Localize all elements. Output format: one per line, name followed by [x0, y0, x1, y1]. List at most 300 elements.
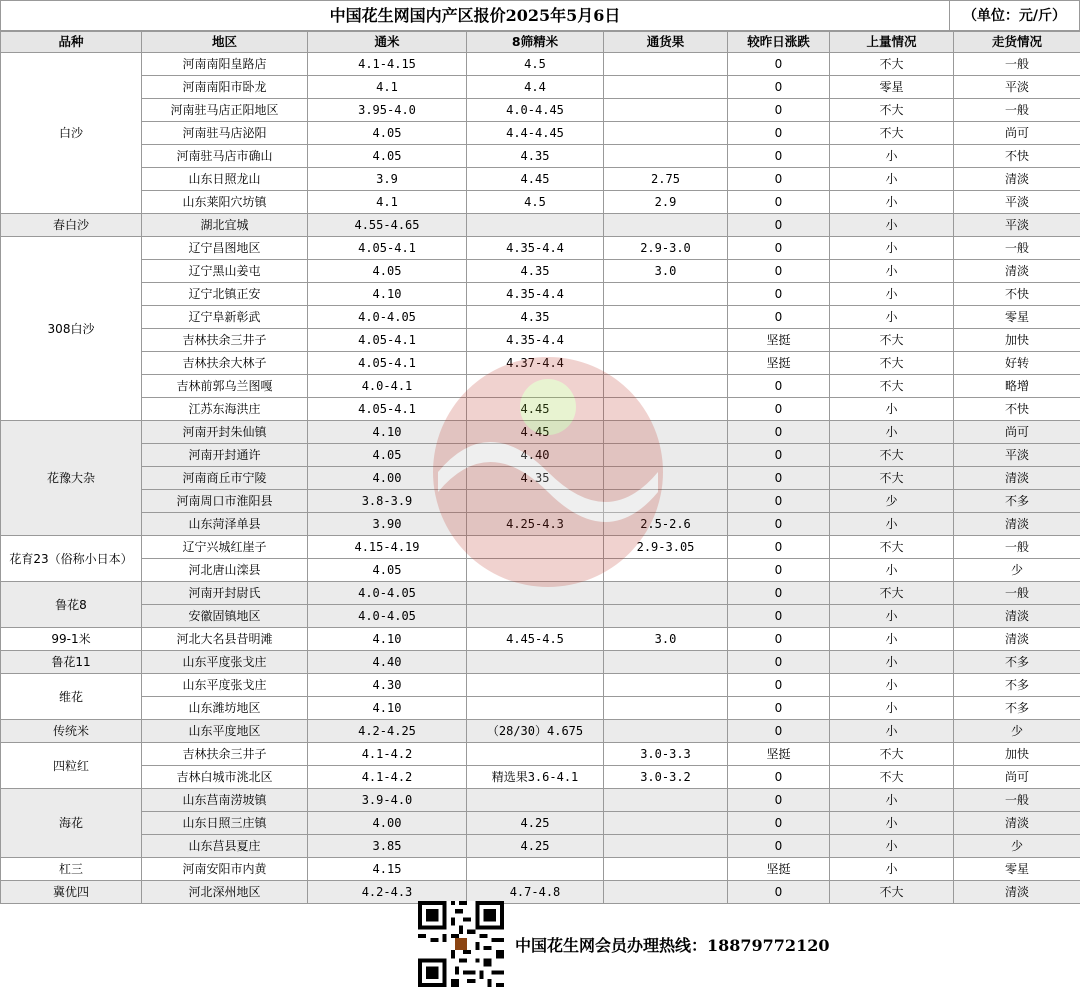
tongmi-cell: 4.00 — [308, 467, 467, 490]
tongmi-cell: 3.90 — [308, 513, 467, 536]
sieve8-cell: 4.35 — [467, 467, 604, 490]
sieve8-cell — [467, 605, 604, 628]
tongmi-cell: 4.1 — [308, 191, 467, 214]
region-cell: 吉林白城市洮北区 — [142, 766, 308, 789]
region-cell: 江苏东海洪庄 — [142, 398, 308, 421]
supply-cell: 不大 — [830, 444, 954, 467]
table-row — [1, 329, 1080, 352]
sieve8-cell: 4.35-4.4 — [467, 237, 604, 260]
header-region: 地区 — [142, 32, 308, 53]
change-cell: 0 — [728, 881, 830, 904]
sieve8-cell — [467, 582, 604, 605]
tongmi-cell: 4.1-4.2 — [308, 766, 467, 789]
tongmi-cell: 4.2-4.25 — [308, 720, 467, 743]
change-cell: 0 — [728, 605, 830, 628]
region-cell: 安徽固镇地区 — [142, 605, 308, 628]
sales-cell: 一般 — [954, 536, 1080, 559]
supply-cell: 小 — [830, 513, 954, 536]
sieve8-cell: 4.4-4.45 — [467, 122, 604, 145]
table-row — [1, 789, 1080, 812]
tonghuoguo-cell — [604, 490, 728, 513]
supply-cell: 不大 — [830, 99, 954, 122]
supply-cell: 小 — [830, 789, 954, 812]
sales-cell: 尚可 — [954, 766, 1080, 789]
sieve8-cell — [467, 743, 604, 766]
sales-cell: 不快 — [954, 145, 1080, 168]
table-row — [1, 352, 1080, 375]
variety-cell: 308白沙 — [1, 237, 142, 421]
tongmi-cell: 4.0-4.1 — [308, 375, 467, 398]
table-row — [1, 467, 1080, 490]
sieve8-cell — [467, 697, 604, 720]
variety-cell: 冀优四 — [1, 881, 142, 904]
tongmi-cell: 4.05-4.1 — [308, 398, 467, 421]
tonghuoguo-cell: 3.0 — [604, 628, 728, 651]
tonghuoguo-cell — [604, 582, 728, 605]
tonghuoguo-cell — [604, 398, 728, 421]
sieve8-cell: 4.35-4.4 — [467, 283, 604, 306]
table-row — [1, 812, 1080, 835]
tonghuoguo-cell — [604, 306, 728, 329]
sieve8-cell: 4.35-4.4 — [467, 329, 604, 352]
sales-cell: 不多 — [954, 490, 1080, 513]
change-cell: 0 — [728, 720, 830, 743]
table-row — [1, 766, 1080, 789]
change-cell: 坚挺 — [728, 858, 830, 881]
tonghuoguo-cell — [604, 559, 728, 582]
tonghuoguo-cell — [604, 444, 728, 467]
region-cell: 辽宁昌图地区 — [142, 237, 308, 260]
sales-cell: 好转 — [954, 352, 1080, 375]
tonghuoguo-cell — [604, 122, 728, 145]
tonghuoguo-cell: 2.5-2.6 — [604, 513, 728, 536]
supply-cell: 小 — [830, 858, 954, 881]
region-cell: 山东潍坊地区 — [142, 697, 308, 720]
change-cell: 0 — [728, 398, 830, 421]
footer — [0, 900, 1080, 988]
variety-cell: 传统米 — [1, 720, 142, 743]
sales-cell: 少 — [954, 559, 1080, 582]
change-cell: 0 — [728, 697, 830, 720]
sieve8-cell: 4.5 — [467, 53, 604, 76]
tonghuoguo-cell: 3.0-3.3 — [604, 743, 728, 766]
sales-cell: 平淡 — [954, 76, 1080, 99]
sales-cell: 一般 — [954, 237, 1080, 260]
tongmi-cell: 3.9 — [308, 168, 467, 191]
region-cell: 河南开封朱仙镇 — [142, 421, 308, 444]
supply-cell: 小 — [830, 168, 954, 191]
tonghuoguo-cell — [604, 352, 728, 375]
change-cell: 0 — [728, 76, 830, 99]
table-row — [1, 237, 1080, 260]
sales-cell: 清淡 — [954, 628, 1080, 651]
supply-cell: 小 — [830, 283, 954, 306]
change-cell: 0 — [728, 628, 830, 651]
title-bar — [0, 0, 1080, 31]
tongmi-cell: 4.0-4.05 — [308, 605, 467, 628]
tongmi-cell: 4.2-4.3 — [308, 881, 467, 904]
sales-cell: 零星 — [954, 306, 1080, 329]
change-cell: 0 — [728, 812, 830, 835]
supply-cell: 小 — [830, 191, 954, 214]
supply-cell: 不大 — [830, 122, 954, 145]
sieve8-cell — [467, 375, 604, 398]
tongmi-cell: 4.10 — [308, 283, 467, 306]
tonghuoguo-cell — [604, 789, 728, 812]
region-cell: 辽宁兴城红崖子 — [142, 536, 308, 559]
region-cell: 吉林扶余三井子 — [142, 329, 308, 352]
region-cell: 河南安阳市内黄 — [142, 858, 308, 881]
table-row — [1, 559, 1080, 582]
supply-cell: 小 — [830, 628, 954, 651]
tongmi-cell: 4.05 — [308, 260, 467, 283]
sieve8-cell — [467, 214, 604, 237]
tonghuoguo-cell: 2.9 — [604, 191, 728, 214]
change-cell: 0 — [728, 237, 830, 260]
supply-cell: 小 — [830, 398, 954, 421]
sales-cell: 清淡 — [954, 513, 1080, 536]
tonghuoguo-cell — [604, 375, 728, 398]
tonghuoguo-cell: 2.9-3.0 — [604, 237, 728, 260]
supply-cell: 小 — [830, 674, 954, 697]
region-cell: 河南开封通许 — [142, 444, 308, 467]
supply-cell: 小 — [830, 237, 954, 260]
change-cell: 0 — [728, 674, 830, 697]
header-change: 较昨日涨跌 — [728, 32, 830, 53]
table-body — [1, 53, 1080, 904]
sieve8-cell: 4.45 — [467, 168, 604, 191]
change-cell: 坚挺 — [728, 352, 830, 375]
region-cell: 河北深州地区 — [142, 881, 308, 904]
region-cell: 辽宁黑山姜屯 — [142, 260, 308, 283]
supply-cell: 小 — [830, 697, 954, 720]
region-cell: 山东莒县夏庄 — [142, 835, 308, 858]
supply-cell: 不大 — [830, 467, 954, 490]
supply-cell: 小 — [830, 812, 954, 835]
sieve8-cell: 4.45-4.5 — [467, 628, 604, 651]
change-cell: 0 — [728, 53, 830, 76]
tonghuoguo-cell — [604, 835, 728, 858]
tongmi-cell: 4.1-4.2 — [308, 743, 467, 766]
tongmi-cell: 4.40 — [308, 651, 467, 674]
variety-cell: 鲁花8 — [1, 582, 142, 628]
sieve8-cell: 4.5 — [467, 191, 604, 214]
supply-cell: 小 — [830, 559, 954, 582]
supply-cell: 不大 — [830, 881, 954, 904]
sales-cell: 清淡 — [954, 881, 1080, 904]
sieve8-cell: 4.35 — [467, 306, 604, 329]
tongmi-cell: 4.1 — [308, 76, 467, 99]
sales-cell: 少 — [954, 720, 1080, 743]
region-cell: 河南驻马店市确山 — [142, 145, 308, 168]
tonghuoguo-cell — [604, 99, 728, 122]
table-row — [1, 743, 1080, 766]
sieve8-cell: 4.35 — [467, 145, 604, 168]
header-sales: 走货情况 — [954, 32, 1080, 53]
header-tongmi: 通米 — [308, 32, 467, 53]
header-tonghuoguo: 通货果 — [604, 32, 728, 53]
change-cell: 0 — [728, 283, 830, 306]
region-cell: 河北大名县昔明滩 — [142, 628, 308, 651]
region-cell: 山东莒南涝坡镇 — [142, 789, 308, 812]
change-cell: 0 — [728, 789, 830, 812]
table-row — [1, 582, 1080, 605]
table-row — [1, 513, 1080, 536]
tongmi-cell: 4.55-4.65 — [308, 214, 467, 237]
tongmi-cell: 4.05 — [308, 145, 467, 168]
supply-cell: 不大 — [830, 582, 954, 605]
sieve8-cell: 4.35 — [467, 260, 604, 283]
tongmi-cell: 3.95-4.0 — [308, 99, 467, 122]
supply-cell: 小 — [830, 306, 954, 329]
sieve8-cell: 精选果3.6-4.1 — [467, 766, 604, 789]
table-row — [1, 214, 1080, 237]
sieve8-cell: 4.0-4.45 — [467, 99, 604, 122]
change-cell: 0 — [728, 766, 830, 789]
variety-cell: 花育23（俗称小日本） — [1, 536, 142, 582]
tonghuoguo-cell: 2.75 — [604, 168, 728, 191]
table-row — [1, 375, 1080, 398]
change-cell: 0 — [728, 835, 830, 858]
qr-code-icon — [418, 901, 504, 987]
tonghuoguo-cell — [604, 651, 728, 674]
tongmi-cell: 4.05-4.1 — [308, 329, 467, 352]
change-cell: 0 — [728, 444, 830, 467]
region-cell: 河南南阳皇路店 — [142, 53, 308, 76]
table-row — [1, 99, 1080, 122]
tonghuoguo-cell — [604, 53, 728, 76]
variety-cell: 维花 — [1, 674, 142, 720]
change-cell: 0 — [728, 168, 830, 191]
tongmi-cell: 4.10 — [308, 628, 467, 651]
tonghuoguo-cell — [604, 605, 728, 628]
sieve8-cell: 4.25-4.3 — [467, 513, 604, 536]
table-row — [1, 283, 1080, 306]
variety-cell: 鲁花11 — [1, 651, 142, 674]
tonghuoguo-cell — [604, 858, 728, 881]
sales-cell: 不多 — [954, 674, 1080, 697]
tongmi-cell: 4.00 — [308, 812, 467, 835]
tongmi-cell: 4.05-4.1 — [308, 237, 467, 260]
tongmi-cell: 4.05 — [308, 122, 467, 145]
tongmi-cell: 4.05-4.1 — [308, 352, 467, 375]
change-cell: 0 — [728, 513, 830, 536]
region-cell: 辽宁北镇正安 — [142, 283, 308, 306]
supply-cell: 小 — [830, 835, 954, 858]
sieve8-cell: 4.25 — [467, 812, 604, 835]
region-cell: 山东平度地区 — [142, 720, 308, 743]
supply-cell: 不大 — [830, 53, 954, 76]
supply-cell: 不大 — [830, 375, 954, 398]
table-row — [1, 697, 1080, 720]
variety-cell: 春白沙 — [1, 214, 142, 237]
region-cell: 辽宁阜新彰武 — [142, 306, 308, 329]
region-cell: 山东菏泽单县 — [142, 513, 308, 536]
supply-cell: 不大 — [830, 766, 954, 789]
sieve8-cell — [467, 536, 604, 559]
sales-cell: 略增 — [954, 375, 1080, 398]
table-row — [1, 651, 1080, 674]
sales-cell: 清淡 — [954, 812, 1080, 835]
sales-cell: 不快 — [954, 283, 1080, 306]
sieve8-cell — [467, 559, 604, 582]
tongmi-cell: 4.10 — [308, 697, 467, 720]
tongmi-cell: 3.85 — [308, 835, 467, 858]
tonghuoguo-cell — [604, 214, 728, 237]
supply-cell: 小 — [830, 260, 954, 283]
region-cell: 河南开封尉氏 — [142, 582, 308, 605]
tongmi-cell: 4.30 — [308, 674, 467, 697]
sales-cell: 不快 — [954, 398, 1080, 421]
tonghuoguo-cell — [604, 674, 728, 697]
sieve8-cell: 4.25 — [467, 835, 604, 858]
change-cell: 0 — [728, 99, 830, 122]
supply-cell: 小 — [830, 145, 954, 168]
sieve8-cell: 4.4 — [467, 76, 604, 99]
tonghuoguo-cell — [604, 421, 728, 444]
region-cell: 山东日照龙山 — [142, 168, 308, 191]
table-row — [1, 260, 1080, 283]
table-row — [1, 835, 1080, 858]
region-cell: 山东平度张戈庄 — [142, 651, 308, 674]
region-cell: 河南驻马店正阳地区 — [142, 99, 308, 122]
table-row — [1, 145, 1080, 168]
sieve8-cell: 4.45 — [467, 398, 604, 421]
change-cell: 0 — [728, 536, 830, 559]
sales-cell: 加快 — [954, 329, 1080, 352]
price-table — [0, 31, 1080, 904]
tonghuoguo-cell — [604, 329, 728, 352]
sales-cell: 零星 — [954, 858, 1080, 881]
region-cell: 河南驻马店泌阳 — [142, 122, 308, 145]
region-cell: 山东日照三庄镇 — [142, 812, 308, 835]
table-row — [1, 53, 1080, 76]
tongmi-cell: 4.05 — [308, 559, 467, 582]
tongmi-cell: 4.05 — [308, 444, 467, 467]
tonghuoguo-cell — [604, 697, 728, 720]
change-cell: 0 — [728, 122, 830, 145]
tongmi-cell: 4.0-4.05 — [308, 306, 467, 329]
change-cell: 0 — [728, 490, 830, 513]
sales-cell: 尚可 — [954, 122, 1080, 145]
table-row — [1, 628, 1080, 651]
sales-cell: 不多 — [954, 651, 1080, 674]
sales-cell: 一般 — [954, 53, 1080, 76]
sales-cell: 一般 — [954, 789, 1080, 812]
sales-cell: 不多 — [954, 697, 1080, 720]
header-variety: 品种 — [1, 32, 142, 53]
sales-cell: 平淡 — [954, 191, 1080, 214]
table-row — [1, 720, 1080, 743]
region-cell: 湖北宜城 — [142, 214, 308, 237]
sales-cell: 加快 — [954, 743, 1080, 766]
table-row — [1, 536, 1080, 559]
region-cell: 河南商丘市宁陵 — [142, 467, 308, 490]
table-row — [1, 858, 1080, 881]
variety-cell: 99-1米 — [1, 628, 142, 651]
change-cell: 坚挺 — [728, 743, 830, 766]
sales-cell: 清淡 — [954, 467, 1080, 490]
sieve8-cell: 4.37-4.4 — [467, 352, 604, 375]
table-row — [1, 398, 1080, 421]
change-cell: 0 — [728, 191, 830, 214]
region-cell: 河南周口市淮阳县 — [142, 490, 308, 513]
sales-cell: 少 — [954, 835, 1080, 858]
tonghuoguo-cell — [604, 467, 728, 490]
sieve8-cell: （28/30）4.675 — [467, 720, 604, 743]
table-row — [1, 122, 1080, 145]
sales-cell: 清淡 — [954, 168, 1080, 191]
supply-cell: 小 — [830, 720, 954, 743]
sales-cell: 尚可 — [954, 421, 1080, 444]
table-row — [1, 191, 1080, 214]
change-cell: 0 — [728, 559, 830, 582]
variety-cell: 花豫大杂 — [1, 421, 142, 536]
sieve8-cell — [467, 789, 604, 812]
change-cell: 0 — [728, 306, 830, 329]
region-cell: 吉林扶余大林子 — [142, 352, 308, 375]
tongmi-cell: 4.10 — [308, 421, 467, 444]
sales-cell: 平淡 — [954, 214, 1080, 237]
hotline-text: 中国花生网会员办理热线：18879772120 — [515, 936, 830, 955]
region-cell: 山东平度张戈庄 — [142, 674, 308, 697]
change-cell: 0 — [728, 214, 830, 237]
sieve8-cell: 4.40 — [467, 444, 604, 467]
tongmi-cell: 4.0-4.05 — [308, 582, 467, 605]
change-cell: 0 — [728, 582, 830, 605]
tonghuoguo-cell — [604, 283, 728, 306]
variety-cell: 四粒红 — [1, 743, 142, 789]
region-cell: 吉林前郭乌兰图嘎 — [142, 375, 308, 398]
supply-cell: 小 — [830, 214, 954, 237]
change-cell: 0 — [728, 467, 830, 490]
table-row — [1, 605, 1080, 628]
table-row — [1, 490, 1080, 513]
supply-cell: 不大 — [830, 329, 954, 352]
variety-cell: 杠三 — [1, 858, 142, 881]
supply-cell: 不大 — [830, 536, 954, 559]
change-cell: 0 — [728, 260, 830, 283]
change-cell: 0 — [728, 375, 830, 398]
change-cell: 0 — [728, 145, 830, 168]
sales-cell: 清淡 — [954, 605, 1080, 628]
tonghuoguo-cell — [604, 76, 728, 99]
tonghuoguo-cell — [604, 720, 728, 743]
sheet-title: 中国花生网国内产区报价2025年5月6日 — [0, 0, 950, 31]
table-row — [1, 306, 1080, 329]
table-row — [1, 444, 1080, 467]
header-8-sieve: 8筛精米 — [467, 32, 604, 53]
unit-label: （单位：元/斤） — [950, 0, 1080, 31]
sieve8-cell — [467, 490, 604, 513]
sieve8-cell — [467, 651, 604, 674]
tongmi-cell: 4.15 — [308, 858, 467, 881]
table-row — [1, 168, 1080, 191]
sales-cell: 一般 — [954, 582, 1080, 605]
tonghuoguo-cell — [604, 812, 728, 835]
supply-cell: 零星 — [830, 76, 954, 99]
table-row — [1, 421, 1080, 444]
supply-cell: 小 — [830, 421, 954, 444]
tonghuoguo-cell — [604, 145, 728, 168]
sieve8-cell — [467, 674, 604, 697]
table-row — [1, 76, 1080, 99]
tongmi-cell: 4.1-4.15 — [308, 53, 467, 76]
sieve8-cell — [467, 858, 604, 881]
change-cell: 坚挺 — [728, 329, 830, 352]
tongmi-cell: 3.9-4.0 — [308, 789, 467, 812]
supply-cell: 不大 — [830, 352, 954, 375]
